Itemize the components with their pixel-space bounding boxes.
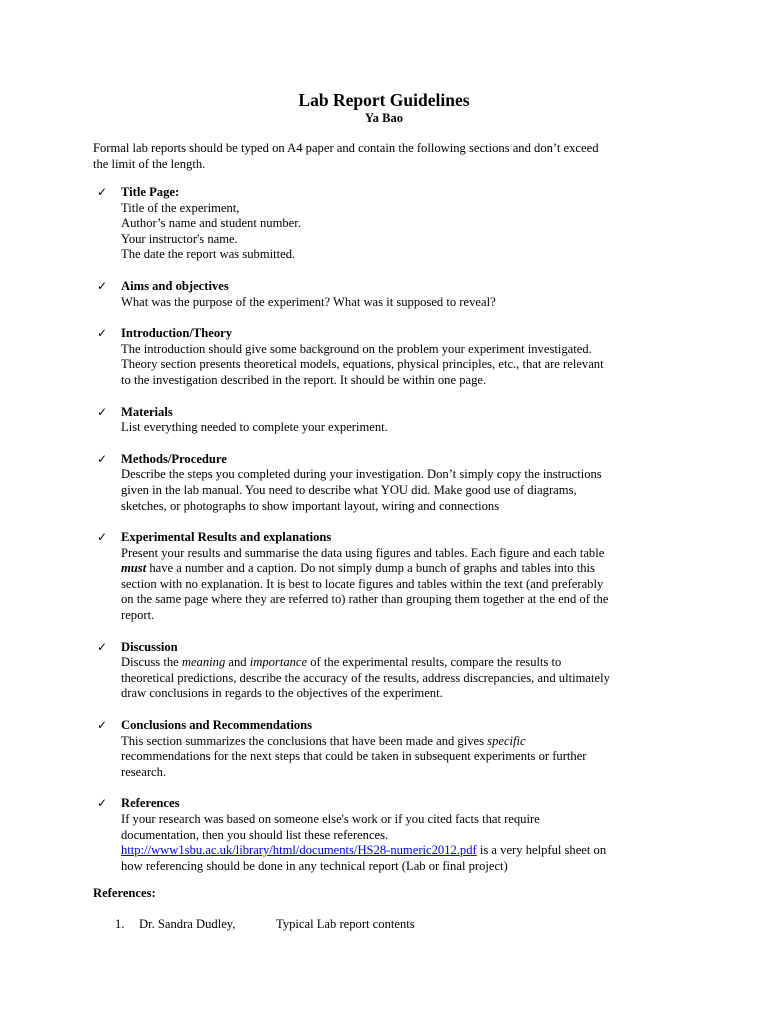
section-heading: Discussion <box>121 639 178 654</box>
section-line <box>121 561 697 577</box>
section-text: have a number and a caption. Do not simply dump a bunch of graphs and tables into this <box>146 561 595 576</box>
intro-line: Formal lab reports should be typed on A4 paper and contain the following sections and don’t exceed <box>93 141 599 155</box>
document-title: Lab Report Guidelines <box>298 90 470 110</box>
section-references <box>97 796 697 874</box>
document-author: Ya Bao <box>364 111 404 125</box>
section-line: documentation, then you should list these references. <box>121 827 389 842</box>
section-line: If your research was based on someone else's work or if you cited facts that require <box>121 812 540 826</box>
reference-author: Dr. Sandra Dudley, <box>139 917 236 931</box>
section-discussion <box>97 640 697 702</box>
section-heading: References <box>121 796 180 811</box>
section-conclusions <box>97 718 697 780</box>
section-line <box>121 843 697 859</box>
section-materials <box>97 405 697 436</box>
emphasis-meaning: meaning <box>181 655 226 670</box>
section-line: List everything needed to complete your experiment. <box>121 420 388 435</box>
section-heading: Title Page: <box>121 185 180 199</box>
section-aims <box>97 279 697 310</box>
section-heading: Experimental Results and explanations <box>121 530 332 545</box>
emphasis-must: must <box>121 561 147 576</box>
section-heading: Aims and objectives <box>121 278 229 293</box>
section-text: is a very helpful sheet on <box>476 843 607 858</box>
reference-number: 1. <box>115 917 125 931</box>
section-line <box>121 734 697 750</box>
checkmark-icon: ✓ <box>97 451 108 466</box>
section-text: This section summarizes the conclusions that have been made and gives <box>121 733 488 748</box>
checkmark-icon: ✓ <box>97 639 108 654</box>
reference-item <box>115 917 415 933</box>
section-line: sketches, or photographs to show important layout, wiring and connections <box>121 498 500 513</box>
section-heading: Introduction/Theory <box>121 326 233 341</box>
checkmark-icon: ✓ <box>97 326 108 341</box>
section-line: Theory section presents theoretical models, equations, physical principles, etc., that are relevant <box>121 357 604 372</box>
section-line: section with no explanation. It is best to locate figures and tables within the text (and preferably <box>121 576 604 591</box>
intro-paragraph <box>93 141 683 172</box>
section-heading: Materials <box>121 404 173 419</box>
checkmark-icon: ✓ <box>97 185 108 199</box>
section-line: The introduction should give some background on the problem your experiment investigated. <box>121 341 592 356</box>
section-heading: Conclusions and Recommendations <box>121 718 313 733</box>
section-line: Describe the steps you completed during your investigation. Don’t simply copy the instructions <box>121 467 602 482</box>
section-line: given in the lab manual. You need to describe what YOU did. Make good use of diagrams, <box>121 482 577 497</box>
section-line: theoretical predictions, describe the accuracy of the results, address discrepancies, and ultimately <box>121 670 610 685</box>
section-line: Present your results and summarise the data using figures and tables. Each figure and each table <box>121 545 605 560</box>
section-title-page <box>97 185 697 263</box>
reference-title: Typical Lab report contents <box>276 917 415 931</box>
section-text: of the experimental results, compare the results to <box>307 655 562 670</box>
checkmark-icon: ✓ <box>97 404 108 419</box>
emphasis-importance: importance <box>249 655 308 670</box>
checkmark-icon: ✓ <box>97 796 108 811</box>
section-line: Title of the experiment, <box>121 200 240 215</box>
sections-list <box>97 185 697 890</box>
references-heading: References: <box>93 886 156 900</box>
section-line: What was the purpose of the experiment? What was it supposed to reveal? <box>121 294 496 309</box>
section-line: recommendations for the next steps that could be taken in subsequent experiments or further <box>121 749 587 764</box>
checkmark-icon: ✓ <box>97 278 108 293</box>
section-results <box>97 530 697 624</box>
section-line <box>121 655 697 671</box>
referencing-guide-link[interactable]: http://www1sbu.ac.uk/library/html/documents/HS28-numeric2012.pdf <box>121 843 477 858</box>
intro-line: the limit of the length. <box>93 156 206 171</box>
section-line: report. <box>121 608 155 623</box>
section-introduction <box>97 326 697 388</box>
section-line: research. <box>121 764 167 779</box>
checkmark-icon: ✓ <box>97 718 108 733</box>
section-methods <box>97 452 697 514</box>
section-line: to the investigation described in the report. It should be within one page. <box>121 372 487 387</box>
section-line: draw conclusions in regards to the objectives of the experiment. <box>121 686 443 701</box>
section-line: Author’s name and student number. <box>121 216 301 231</box>
section-line: Your instructor's name. <box>121 231 238 246</box>
section-line: The date the report was submitted. <box>121 247 296 262</box>
section-text: Discuss the <box>121 655 182 670</box>
checkmark-icon: ✓ <box>97 530 108 545</box>
emphasis-specific: specific <box>487 733 526 748</box>
section-text: and <box>225 655 250 670</box>
section-heading: Methods/Procedure <box>121 451 227 466</box>
section-line: how referencing should be done in any technical report (Lab or final project) <box>121 858 508 873</box>
section-line: on the same page where they are referred to) rather than grouping them together at the end of the <box>121 592 609 607</box>
